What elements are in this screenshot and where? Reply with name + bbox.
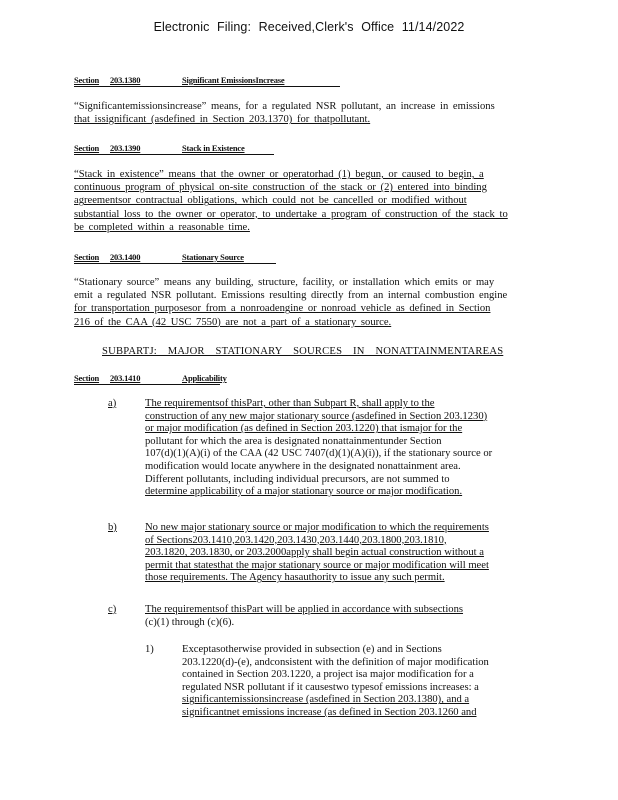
item-line: determine applicability of a major stationary source or major modification. <box>145 486 463 498</box>
section-number: 203.1380 <box>110 75 141 85</box>
body-line: for transportation purposesor from a nonroadengine or nonroad vehicle as defined in Section <box>74 303 491 315</box>
body-line: agreementsor contractual obligations, which could not be cancelled or modified without <box>74 195 467 207</box>
subitem-line: significantnet emissions increase (as defined in Section 203.1260 and <box>182 706 477 718</box>
item-line: modification would locate anywhere in the designated nonattainment area. <box>145 460 461 472</box>
filing-stamp: Electronic Filing: Received,Clerk's Office 11/14/2022 <box>153 20 465 34</box>
body-line: substantial loss to the owner or operator, to undertake a program of construction of the stack to <box>74 208 508 220</box>
section-title: Stationary Source <box>182 252 244 262</box>
section-body-1380 <box>74 100 536 126</box>
section-body-1390 <box>74 168 536 234</box>
section-body-1400 <box>74 276 536 329</box>
body-line: emit a regulated NSR pollutant. Emissions resulting directly from an internal combustion engine <box>74 290 508 302</box>
item-line: permit that statesthat the major stationary source or major modification will meet <box>145 559 489 571</box>
item-line: The requirementsof thisPart, other than Subpart R, shall apply to the <box>145 398 435 409</box>
item-line: of Sections203.1410,203.1420,203.1430,203.1440,203.1800,203.1810, <box>145 534 447 546</box>
section-title: Significant EmissionsIncrease <box>182 75 285 85</box>
section-number: 203.1390 <box>110 143 141 153</box>
heading-underline <box>74 263 276 264</box>
section-number: 203.1410 <box>110 373 141 383</box>
subitem-line: 203.1220(d)-(e), andconsistent with the definition of major modification <box>182 656 489 668</box>
section-title: Stack in Existence <box>182 143 245 153</box>
section-label: Section <box>74 143 100 153</box>
section-label: Section <box>74 252 100 262</box>
item-line: Different pollutants, including individual precursors, are not summed to <box>145 473 450 485</box>
subitem-label-1: 1) <box>145 644 154 655</box>
subitem-line: significantemissionsincrease (asdefined in Section 203.1380), and a <box>182 694 470 706</box>
body-line: that issignificant (asdefined in Section 203.1370) for thatpollutant. <box>74 114 371 126</box>
subitem-line: Exceptasotherwise provided in subsection (e) and in Sections <box>182 644 442 655</box>
item-line: 107(d)(1)(A)(i) of the CAA (42 USC 7407(d)(1)(A)(i)), if the stationary source or <box>145 448 493 460</box>
item-label-a: a) <box>108 398 117 409</box>
heading-underline <box>74 86 340 87</box>
item-line: pollutant for which the area is designated nonattainmentunder Section <box>145 435 442 447</box>
item-label-c: c) <box>108 604 117 615</box>
section-title: Applicability <box>182 373 227 383</box>
subitem-line: regulated NSR pollutant if it causestwo typesof emissions increases: a <box>182 681 479 693</box>
item-line: The requirementsof thisPart will be applied in accordance with subsections <box>145 604 464 615</box>
body-line: “Stack in existence” means that the owner or operatorhad (1) begun, or caused to begin, a <box>74 169 484 180</box>
item-line: No new major stationary source or major modification to which the requirements <box>145 522 489 533</box>
item-text-a <box>145 398 539 499</box>
item-label-b: b) <box>108 522 117 533</box>
subpart-heading: SUBPARTJ: MAJOR STATIONARY SOURCES IN NONATTAINMENTAREAS <box>102 346 504 357</box>
item-line: those requirements. The Agency hasauthority to issue any such permit. <box>145 572 445 584</box>
subitem-text-1 <box>182 644 520 720</box>
heading-underline <box>74 384 220 385</box>
body-line: continuous program of physical on-site construction of the stack or (2) entered into binding <box>74 182 487 194</box>
body-line: “Stationary source” means any building, structure, facility, or installation which emits or may <box>74 277 495 288</box>
section-label: Section <box>74 75 100 85</box>
section-number: 203.1400 <box>110 252 141 262</box>
body-line: 216 of the CAA (42 USC 7550) are not a part of a stationary source. <box>74 316 392 328</box>
item-text-b <box>145 522 539 585</box>
section-label: Section <box>74 373 100 383</box>
body-line: “Significantemissionsincrease” means, for a regulated NSR pollutant, an increase in emissions <box>74 101 495 112</box>
item-line: or major modification (as defined in Section 203.1220) that ismajor for the <box>145 423 463 435</box>
heading-underline <box>74 154 274 155</box>
item-line: 203.1820, 203.1830, or 203.2000apply shall begin actual construction without a <box>145 547 484 559</box>
body-line: be completed within a reasonable time. <box>74 221 250 233</box>
item-line: construction of any new major stationary source (asdefined in Section 203.1230) <box>145 410 488 422</box>
item-text-c <box>145 604 539 629</box>
subitem-line: contained in Section 203.1220, a project isa major modification for a <box>182 669 474 681</box>
item-line: (c)(1) through (c)(6). <box>145 616 235 628</box>
